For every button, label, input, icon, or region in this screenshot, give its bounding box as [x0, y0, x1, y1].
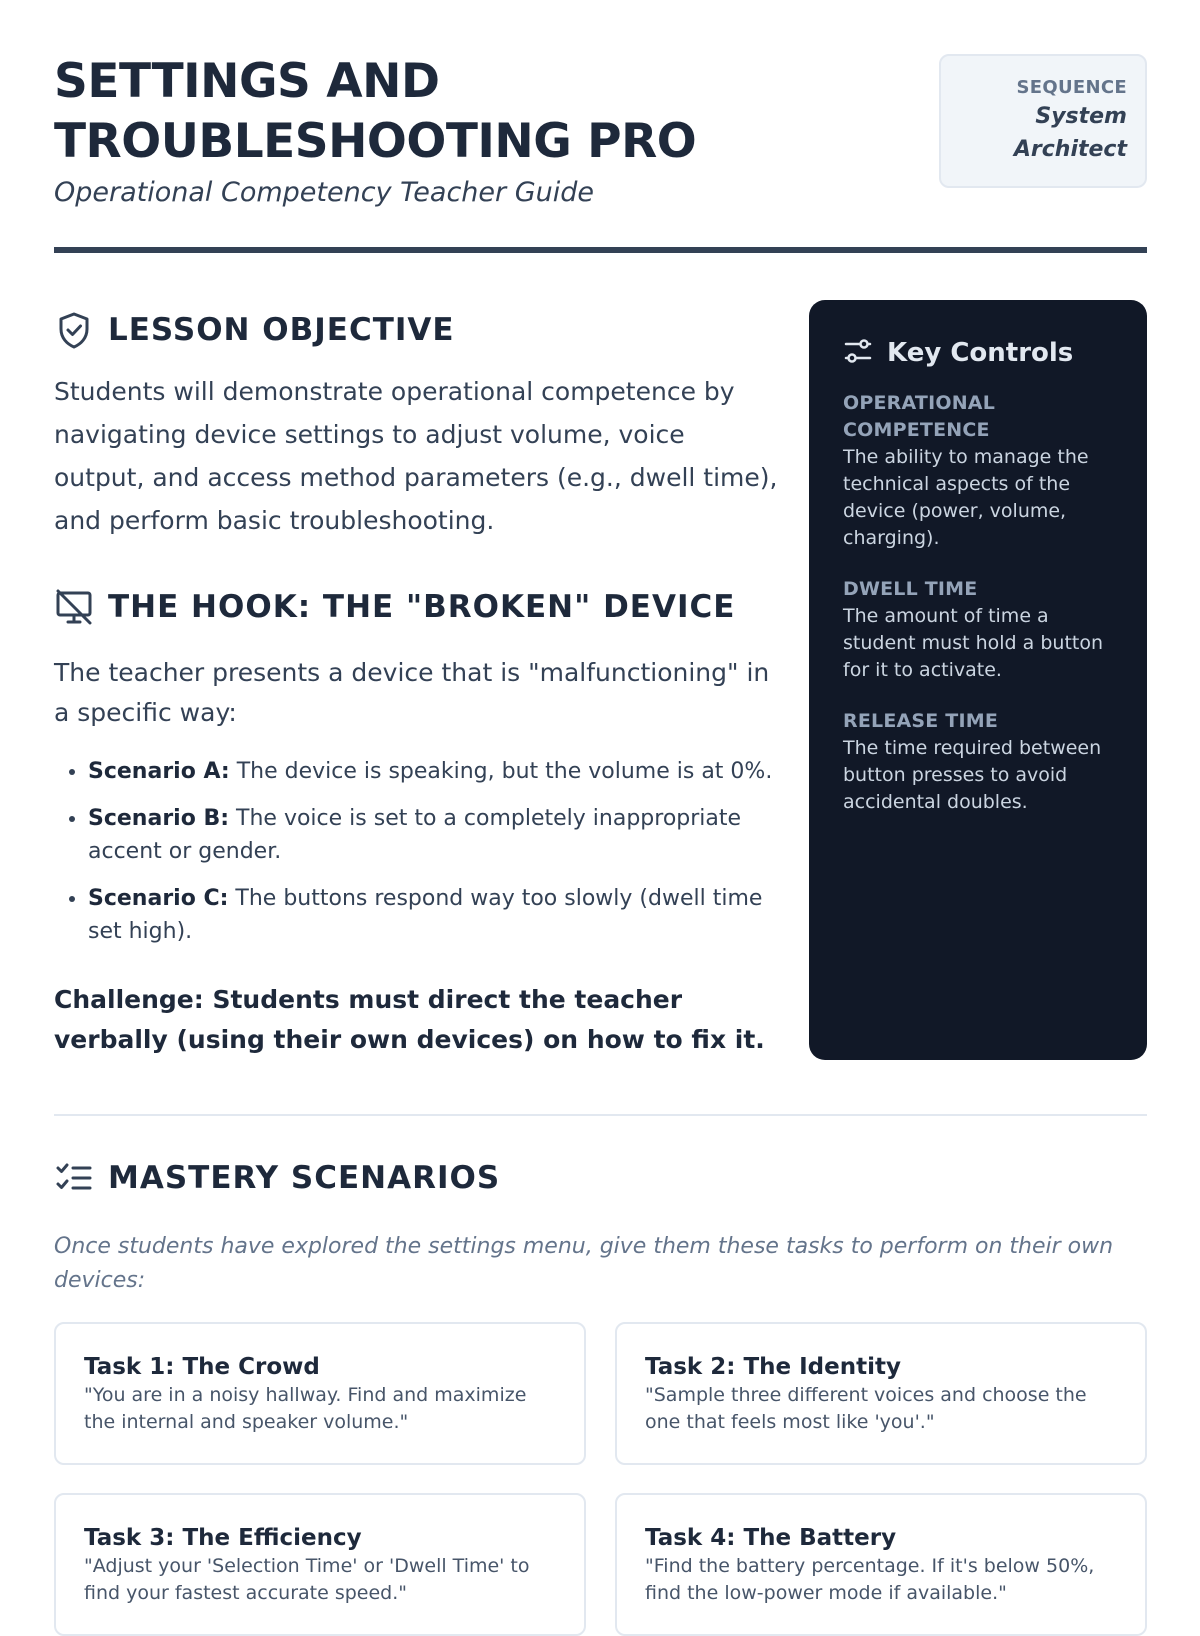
term-definition: The ability to manage the technical aspects of the device (power, volume, charging). — [843, 446, 1089, 549]
task-card — [615, 1322, 1147, 1465]
task-title: Task 3: The Efficiency — [84, 1525, 362, 1551]
task-card — [615, 1493, 1147, 1636]
scenario-label: Scenario A: — [88, 759, 230, 784]
hook-intro: The teacher presents a device that is "malfunctioning" in a specific way: — [54, 658, 770, 727]
task-card — [54, 1322, 586, 1465]
header-divider — [54, 247, 1147, 253]
checklist-icon — [54, 1158, 94, 1198]
key-controls-title: Key Controls — [887, 338, 1074, 368]
mastery-intro: Once students have explored the settings menu, give them these tasks to perform on their own devices: — [54, 1234, 1114, 1293]
section-divider — [54, 1114, 1147, 1116]
glossary-term — [843, 708, 1113, 816]
scenario-text: The voice is set to a completely inappropriate accent or gender. — [88, 806, 742, 864]
sequence-value — [951, 100, 1127, 166]
shield-check-icon — [54, 310, 94, 350]
task-description: "Adjust your 'Selection Time' or 'Dwell Time' to find your fastest accurate speed." — [84, 1555, 530, 1604]
sequence-badge — [939, 54, 1147, 188]
list-item — [88, 755, 779, 788]
challenge-text: Challenge: Students must direct the teacher verbally (using their own devices) on how to fix it. — [54, 985, 765, 1054]
mastery-heading — [54, 1158, 500, 1198]
task-title: Task 2: The Identity — [645, 1354, 901, 1380]
guide-header — [54, 0, 1147, 253]
term-definition: The amount of time a student must hold a button for it to activate. — [843, 605, 1104, 681]
task-card — [54, 1493, 586, 1636]
list-item — [88, 882, 779, 948]
term-name: RELEASE TIME — [843, 710, 998, 732]
sliders-icon — [843, 336, 873, 370]
monitor-off-icon — [54, 587, 94, 627]
task-title: Task 4: The Battery — [645, 1525, 897, 1551]
objective-text: Students will demonstrate operational competence by navigating device settings to adjust volume, voice output, and access method parameters (e.g., dwell time), and perform basic troubleshooting. — [54, 377, 778, 535]
sequence-value-line-2: Architect — [1013, 137, 1127, 162]
sequence-label: SEQUENCE — [1016, 77, 1127, 98]
list-item — [88, 802, 779, 868]
objective-heading-text: LESSON OBJECTIVE — [108, 312, 455, 348]
task-title: Task 1: The Crowd — [84, 1354, 320, 1380]
title-line-2: TROUBLESHOOTING PRO — [54, 114, 697, 169]
scenario-list — [54, 755, 779, 962]
mastery-heading-text: MASTERY SCENARIOS — [108, 1160, 501, 1196]
page-subtitle: Operational Competency Teacher Guide — [54, 177, 594, 208]
term-definition: The time required between button presses to avoid accidental doubles. — [843, 737, 1102, 813]
scenario-text: The device is speaking, but the volume is at 0%. — [229, 759, 773, 784]
sequence-value-line-1: System — [1035, 104, 1127, 129]
task-description: "Sample three different voices and choose the one that feels most like 'you'." — [645, 1384, 1087, 1433]
title-line-1: SETTINGS AND — [54, 54, 440, 109]
scenario-text: The buttons respond way too slowly (dwell time set high). — [88, 886, 763, 944]
hook-heading-text: THE HOOK: THE "BROKEN" DEVICE — [108, 589, 736, 625]
teacher-guide-page — [54, 0, 1147, 1604]
task-description: "You are in a noisy hallway. Find and maximize the internal and speaker volume." — [84, 1384, 527, 1433]
task-description: "Find the battery percentage. If it's below 50%, find the low-power mode if available." — [645, 1555, 1095, 1604]
hook-heading — [54, 587, 814, 627]
key-controls-heading — [843, 336, 1113, 370]
scenario-label: Scenario C: — [88, 886, 229, 911]
objective-heading — [54, 310, 455, 350]
glossary-term — [843, 390, 1113, 552]
key-controls-panel — [809, 300, 1147, 1060]
scenario-label: Scenario B: — [88, 806, 230, 831]
glossary-term — [843, 576, 1113, 684]
page-title — [54, 52, 814, 172]
term-name: DWELL TIME — [843, 578, 978, 600]
term-name: OPERATIONAL COMPETENCE — [843, 392, 996, 441]
